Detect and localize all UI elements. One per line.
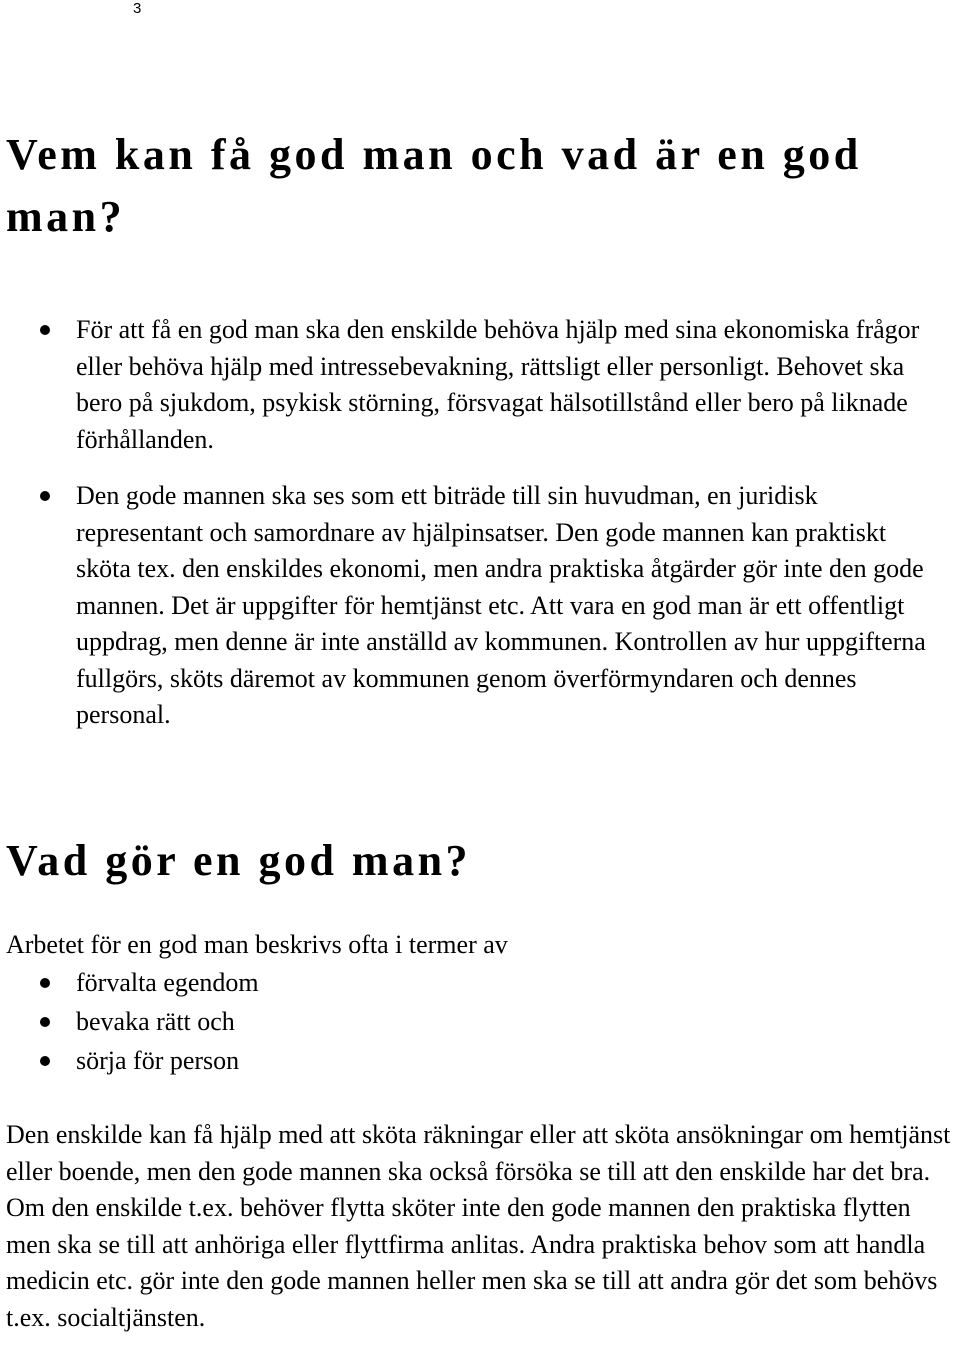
section-heading: Vad gör en god man? <box>6 836 472 885</box>
list-item <box>0 478 946 734</box>
list-item-text: förvalta egendom <box>76 968 259 997</box>
list-item-text: För att få en god man ska den enskilde behöva hjälp med sina ekonomiska frågor eller behöva hjälp med intressebevakning, rättsligt eller personligt. Behovet ska bero på sjukdom, psykisk störning, försvagat hälsotillstånd eller bero på liknade förhållanden. <box>76 315 920 454</box>
body-paragraph: Den enskilde kan få hjälp med att sköta räkningar eller att sköta ansökningar om hemtjänst eller boende, men den gode mannen ska också försöka se till att den enskilde har det bra. Om den enskilde t.ex. behöver flytta sköter inte den gode mannen den praktiska flytten men ska se till att anhöriga eller flyttfirma anlitas. Andra praktiska behov som att handla medicin etc. gör inte den gode mannen heller men ska se till att andra gör det som behövs t.ex. socialtjänsten. <box>6 1120 951 1332</box>
list-item-text: Den gode mannen ska ses som ett biträde till sin huvudman, en juridisk representant och samordnare av hjälpinsatser. Den gode mannen kan praktiskt sköta tex. den enskildes ekonomi, men andra praktiska åtgärder gör inte den gode mannen. Det är uppgifter för hemtjänst etc. Att vara en god man är ett offentligt uppdrag, men denne är inte anställd av kommunen. Kontrollen av hur uppgifterna fullgörs, sköts däremot av kommunen genom överförmyndaren och dennes personal. <box>76 481 926 729</box>
list-item-text: sörja för person <box>76 1046 240 1075</box>
list-item <box>0 312 950 458</box>
list-item <box>0 1004 900 1041</box>
bullet-icon <box>40 978 50 988</box>
page-number: 3 <box>133 0 142 17</box>
bullet-list <box>0 965 900 1082</box>
list-item <box>0 965 900 1002</box>
list-item <box>0 1043 900 1080</box>
list-item-text: bevaka rätt och <box>76 1007 235 1036</box>
section-heading: Vem kan få god man och vad är en god man? <box>6 130 862 241</box>
intro-paragraph: Arbetet för en god man beskrivs ofta i termer av <box>6 930 508 959</box>
bullet-icon <box>40 1056 50 1066</box>
bullet-icon <box>40 491 50 501</box>
bullet-list <box>0 312 950 754</box>
bullet-icon <box>40 325 50 335</box>
bullet-icon <box>40 1017 50 1027</box>
